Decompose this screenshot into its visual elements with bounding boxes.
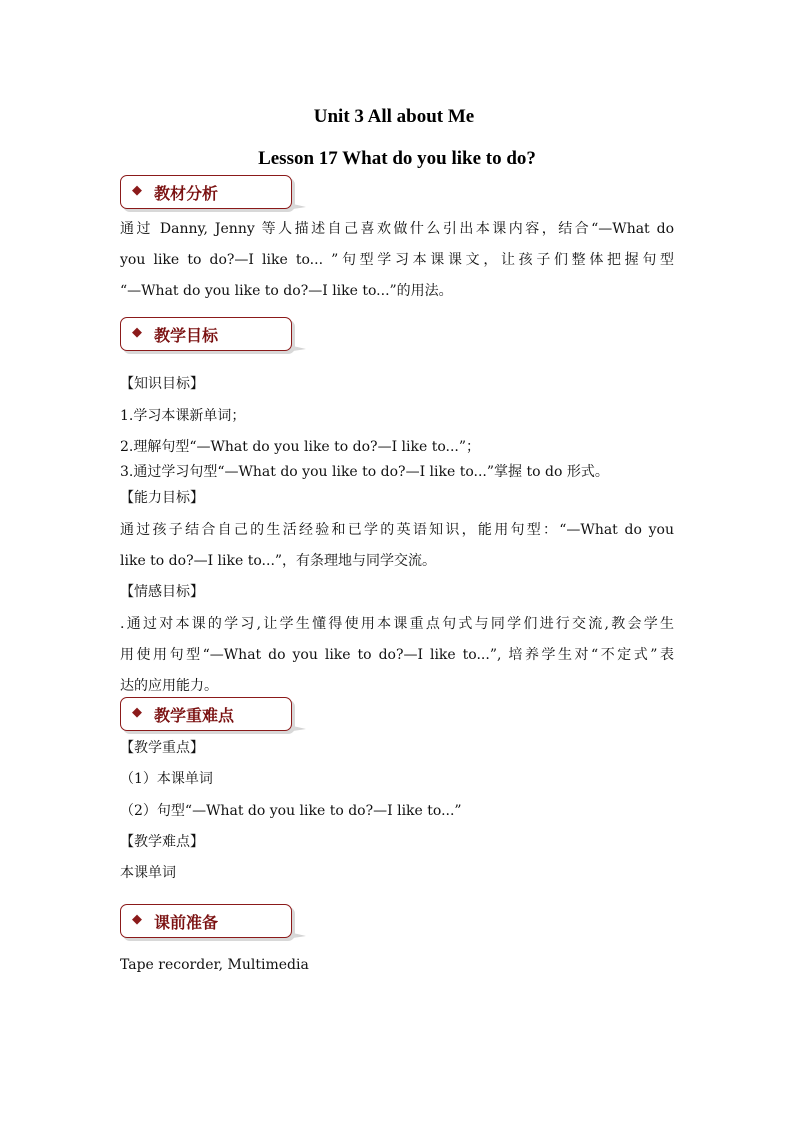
ability-line: 通过孩子结合自己的生活经验和已学的英语知识，能用句型：“—What do you <box>120 522 674 538</box>
emotion-line: 达的应用能力。 <box>120 678 218 694</box>
difficult-heading: 【教学难点】 <box>120 834 204 850</box>
ability-line: like to do?—I like to...”，有条理地与同学交流。 <box>120 553 437 569</box>
knowledge-heading: 【知识目标】 <box>120 376 204 392</box>
diamond-bullet-icon: ◆ <box>132 183 142 198</box>
diamond-bullet-icon: ◆ <box>132 912 142 927</box>
document-title: Unit 3 All about Me <box>313 106 475 127</box>
emotion-heading: 【情感目标】 <box>120 584 204 600</box>
key-item: （2）句型“—What do you like to do?—I like to...” <box>120 803 462 819</box>
difficult-text: 本课单词 <box>120 865 176 881</box>
ability-heading: 【能力目标】 <box>120 490 204 506</box>
section-label: 教学重难点 <box>154 706 235 725</box>
section-label: 教学目标 <box>154 326 219 345</box>
key-heading: 【教学重点】 <box>120 740 204 756</box>
diamond-bullet-icon: ◆ <box>132 325 142 340</box>
analysis-line: you like to do?—I like to... ”句型学习本课课文，让孩子们整体把握句型 <box>120 252 674 268</box>
analysis-line: “—What do you like to do?—I like to...”的用法。 <box>120 283 453 299</box>
analysis-line: 通过 Danny, Jenny 等人描述自己喜欢做什么引出本课内容，结合“—What do <box>120 221 674 237</box>
knowledge-item: 3.通过学习句型“—What do you like to do?—I like to...”掌握 to do 形式。 <box>120 464 609 480</box>
knowledge-item: 2.理解句型“—What do you like to do?—I like to...”； <box>120 439 481 455</box>
lesson-title: Lesson 17 What do you like to do? <box>258 148 536 169</box>
knowledge-item: 1.学习本课新单词； <box>120 408 246 424</box>
diamond-bullet-icon: ◆ <box>132 705 142 720</box>
preparation-text: Tape recorder, Multimedia <box>120 957 309 973</box>
emotion-line: .通过对本课的学习,让学生懂得使用本课重点句式与同学们进行交流,教会学生 <box>120 616 674 632</box>
section-label: 课前准备 <box>154 913 219 932</box>
section-label: 教材分析 <box>154 184 219 203</box>
emotion-line: 用使用句型“—What do you like to do?—I like to...”, 培养学生对“不定式”表 <box>120 647 674 663</box>
key-item: （1）本课单词 <box>120 771 213 787</box>
